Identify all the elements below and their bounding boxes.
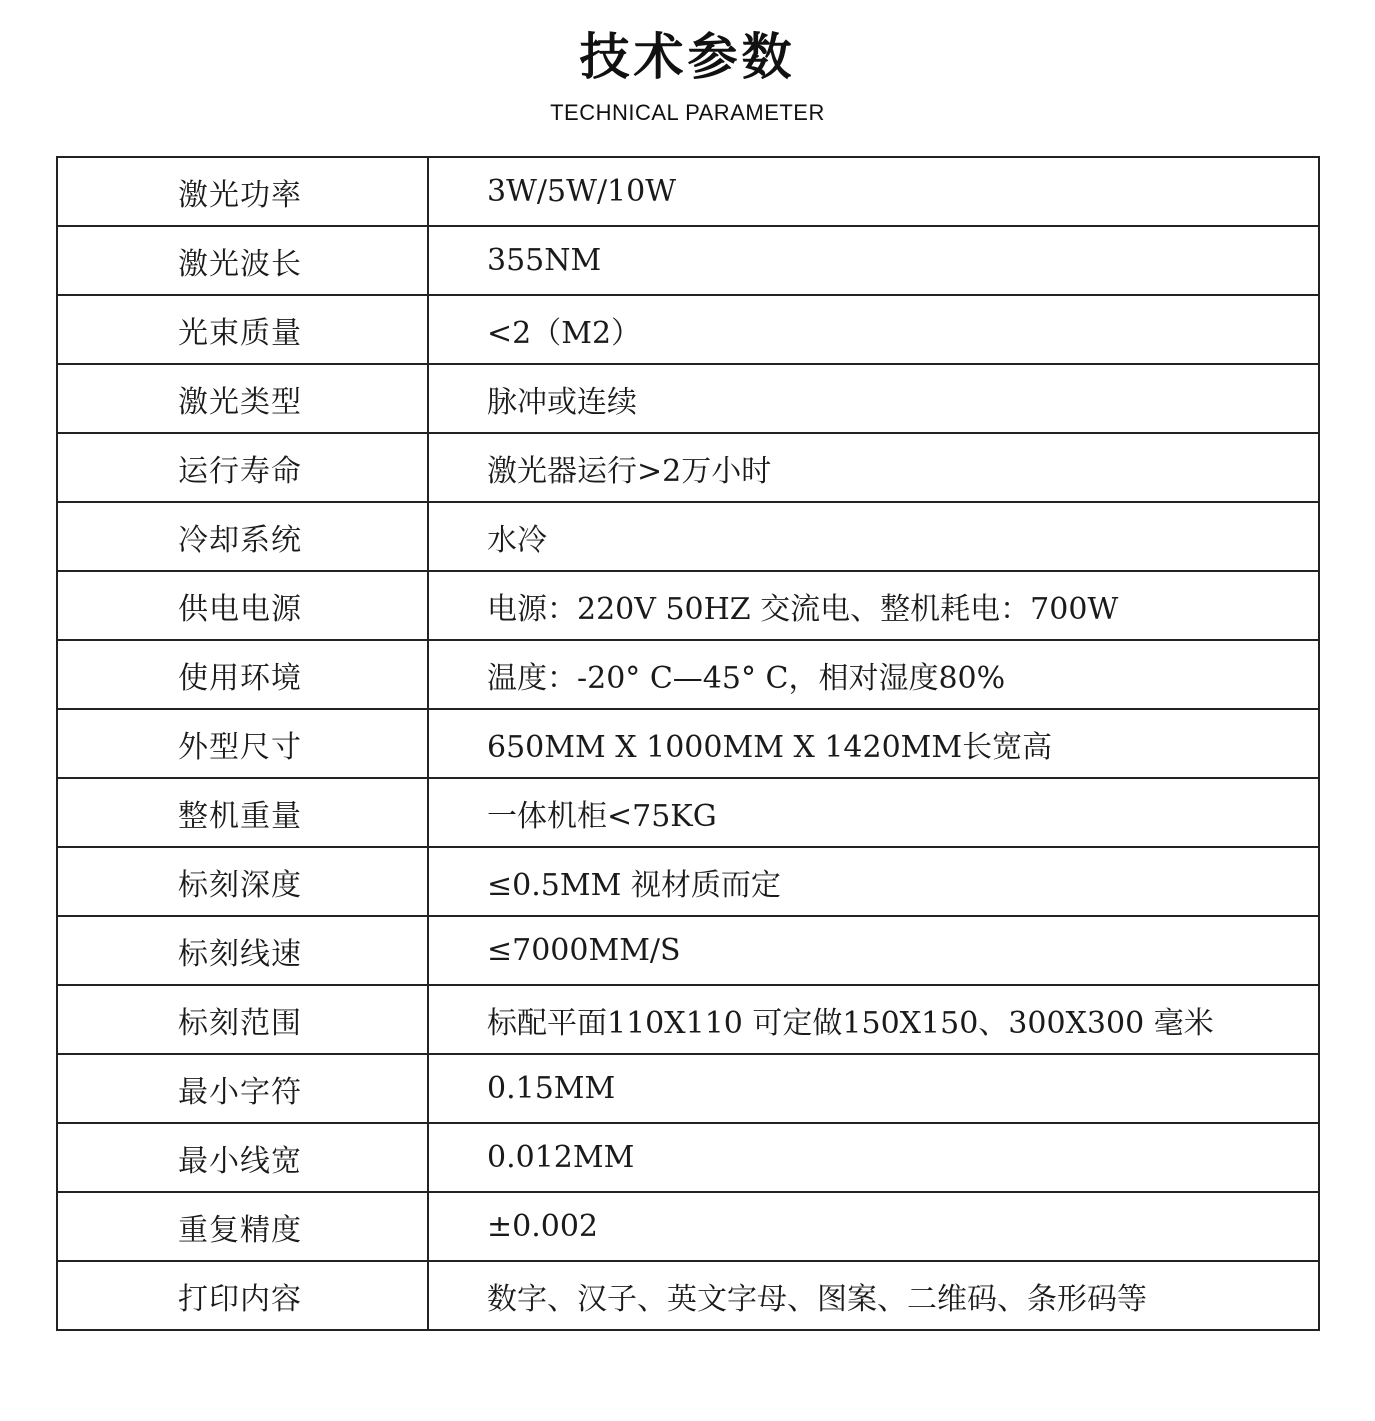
table-row [57,295,1319,364]
table-row [57,640,1319,709]
row-value: ±0.002 [428,1192,1319,1261]
spec-table [56,156,1320,1331]
table-row [57,709,1319,778]
row-value: ≤7000MM/S [428,916,1319,985]
row-label: 使用环境 [57,640,428,709]
table-row [57,571,1319,640]
table-row [57,847,1319,916]
row-label: 最小字符 [57,1054,428,1123]
row-label: 标刻深度 [57,847,428,916]
row-value: 0.15MM [428,1054,1319,1123]
table-row [57,1054,1319,1123]
row-value: 355NM [428,226,1319,295]
row-value: 脉冲或连续 [428,364,1319,433]
row-label: 整机重量 [57,778,428,847]
row-value: 3W/5W/10W [428,157,1319,226]
row-label: 标刻线速 [57,916,428,985]
row-value: 650MM X 1000MM X 1420MM长宽高 [428,709,1319,778]
row-value: 激光器运行>2万小时 [428,433,1319,502]
page-subtitle: TECHNICAL PARAMETER [550,100,825,125]
table-row [57,226,1319,295]
table-row [57,1123,1319,1192]
row-value: 水冷 [428,502,1319,571]
row-value: ≤0.5MM 视材质而定 [428,847,1319,916]
page-title: 技术参数 [579,28,796,86]
row-value: 电源：220V 50HZ 交流电、整机耗电：700W [428,571,1319,640]
row-value: 一体机柜<75KG [428,778,1319,847]
row-label: 最小线宽 [57,1123,428,1192]
row-label: 外型尺寸 [57,709,428,778]
row-label: 激光功率 [57,157,428,226]
row-label: 标刻范围 [57,985,428,1054]
row-value: 数字、汉子、英文字母、图案、二维码、条形码等 [428,1261,1319,1330]
table-row [57,433,1319,502]
table-row [57,916,1319,985]
row-value: 0.012MM [428,1123,1319,1192]
table-row [57,364,1319,433]
row-value: <2（M2） [428,295,1319,364]
table-row [57,985,1319,1054]
row-label: 激光波长 [57,226,428,295]
table-row [57,502,1319,571]
row-label: 供电电源 [57,571,428,640]
row-label: 重复精度 [57,1192,428,1261]
row-label: 激光类型 [57,364,428,433]
row-label: 光束质量 [57,295,428,364]
table-row [57,157,1319,226]
row-label: 运行寿命 [57,433,428,502]
table-row [57,1261,1319,1330]
row-value: 温度：-20° C—45° C，相对湿度80% [428,640,1319,709]
table-row [57,778,1319,847]
table-row [57,1192,1319,1261]
row-label: 冷却系统 [57,502,428,571]
row-label: 打印内容 [57,1261,428,1330]
row-value: 标配平面110X110 可定做150X150、300X300 毫米 [428,985,1319,1054]
